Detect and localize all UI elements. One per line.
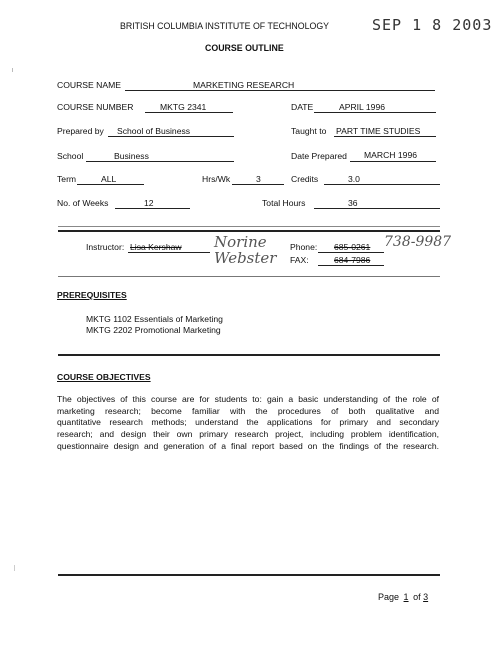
prepared-by-line xyxy=(108,136,234,137)
instructor-label: Instructor: xyxy=(86,242,125,252)
page-label: Page xyxy=(378,592,400,602)
credits-value: 3.0 xyxy=(348,174,360,184)
phone-label: Phone: xyxy=(290,242,318,252)
school-line xyxy=(86,161,234,162)
course-number-label: COURSE NUMBER xyxy=(57,102,134,112)
prerequisites-heading: PREREQUISITES xyxy=(57,290,127,300)
hrs-wk-line xyxy=(232,184,284,185)
objectives-paragraph xyxy=(57,394,439,453)
date-prepared-label: Date Prepared xyxy=(291,151,347,161)
fax-value: 684-7986 xyxy=(334,255,371,265)
fax-line xyxy=(318,265,384,266)
weeks-label: No. of Weeks xyxy=(57,198,109,208)
handwritten-phone: 738-9987 xyxy=(384,234,452,250)
objectives-line: marketing research; become familiar with the procedures of both qualitative and xyxy=(57,405,439,416)
objectives-line: research; and design their own primary research project, including problem identification, xyxy=(57,429,439,440)
phone-line xyxy=(318,252,384,253)
term-value: ALL xyxy=(101,174,117,184)
objectives-line: quantitative research methods; understand the applications for primary and secondary xyxy=(57,417,439,428)
term-line xyxy=(77,184,144,185)
page-number xyxy=(378,592,428,602)
taught-to-value: PART TIME STUDIES xyxy=(336,126,421,136)
instructor-name-line xyxy=(128,252,210,253)
phone-value: 685-0261 xyxy=(334,242,371,252)
date-prepared-value: MARCH 1996 xyxy=(364,150,418,160)
date-value: APRIL 1996 xyxy=(339,102,386,112)
divider-line xyxy=(58,354,440,356)
school-label: School xyxy=(57,151,84,161)
divider-line xyxy=(58,226,440,227)
instructor-name: Lisa Kershaw xyxy=(130,242,182,252)
total-hours-label: Total Hours xyxy=(262,198,306,208)
document-title: COURSE OUTLINE xyxy=(205,43,284,53)
hrs-wk-value: 3 xyxy=(256,174,261,184)
prerequisite-item: MKTG 2202 Promotional Marketing xyxy=(86,325,221,335)
objectives-line: questionnaire design and generation of a final report based on the findings of the research. xyxy=(57,440,439,451)
total-hours-value: 36 xyxy=(348,198,358,208)
page-of: of xyxy=(413,592,421,602)
course-number-value: MKTG 2341 xyxy=(160,102,207,112)
handwritten-instructor-name: Norine Webster xyxy=(214,233,277,267)
hrs-wk-label: Hrs/Wk xyxy=(202,174,231,184)
divider-line xyxy=(58,230,440,232)
taught-to-label: Taught to xyxy=(291,126,327,136)
date-label: DATE xyxy=(291,102,314,112)
course-name-value: MARKETING RESEARCH xyxy=(193,80,295,90)
weeks-value: 12 xyxy=(144,198,154,208)
objectives-line: The objectives of this course are for students to: gain a basic understanding of the role of xyxy=(57,394,439,404)
prepared-by-label: Prepared by xyxy=(57,126,104,136)
objectives-heading: COURSE OBJECTIVES xyxy=(57,372,151,382)
date-prepared-line xyxy=(350,161,436,162)
divider-line xyxy=(58,574,440,576)
course-name-label: COURSE NAME xyxy=(57,80,121,90)
weeks-line xyxy=(115,208,190,209)
course-number-line xyxy=(145,112,233,113)
taught-to-line xyxy=(334,136,436,137)
credits-line xyxy=(324,184,440,185)
prerequisite-item: MKTG 1102 Essentials of Marketing xyxy=(86,314,223,324)
total-hours-line xyxy=(314,208,440,209)
divider-line xyxy=(58,276,440,277)
scan-speck xyxy=(14,565,15,571)
course-name-line xyxy=(125,90,435,91)
date-line xyxy=(314,112,436,113)
date-stamp: SEP 1 8 2003 xyxy=(372,16,493,34)
scan-speck xyxy=(12,68,13,72)
credits-label: Credits xyxy=(291,174,319,184)
school-value: Business xyxy=(114,151,149,161)
page-total: 3 xyxy=(423,592,429,602)
term-label: Term xyxy=(57,174,77,184)
fax-label: FAX: xyxy=(290,255,309,265)
institution-name: BRITISH COLUMBIA INSTITUTE OF TECHNOLOGY xyxy=(120,21,330,31)
prepared-by-value: School of Business xyxy=(117,126,191,136)
page-current: 1 xyxy=(403,592,409,602)
